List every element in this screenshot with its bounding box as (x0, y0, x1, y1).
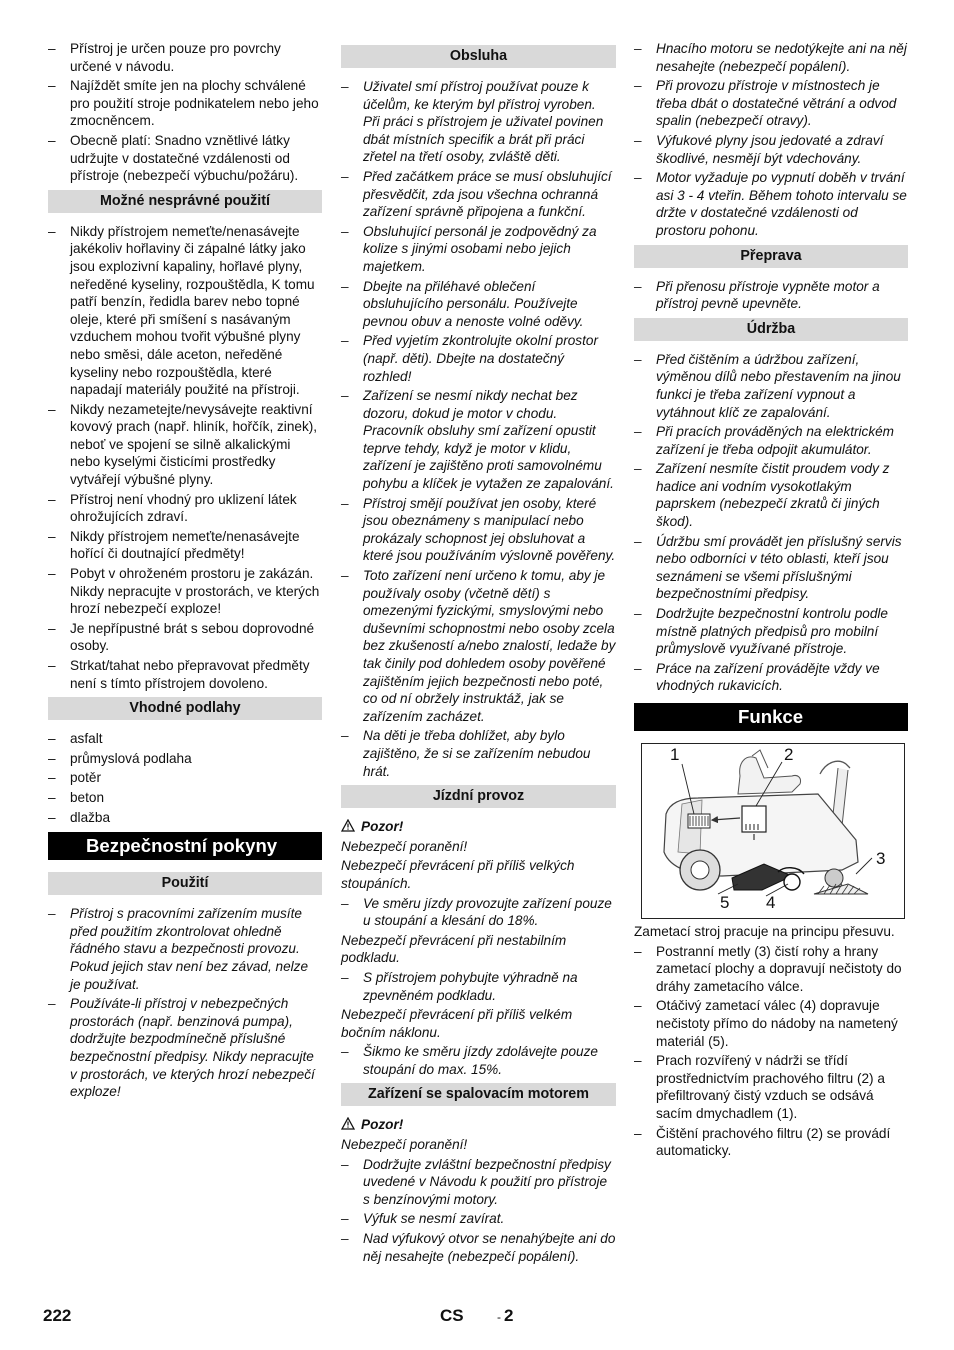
list-item: – Při pracích prováděných na elektrickém zařízení je třeba odpojit akumulátor. (634, 423, 908, 458)
list-item: – Používáte-li přístroj v nebezpečných prostorách (např. benzinová pumpa), dodržujte bezpodmínečně příslušné bezpečnostní předpisy. Nikdy nepracujte v prostorách, ve kterých hrozí nebezpečí exploze! (48, 995, 322, 1101)
figure-label-4: 4 (766, 893, 776, 912)
language-code: CS (440, 1306, 464, 1325)
driving-list (341, 1043, 616, 1078)
section-dash: - (497, 1310, 501, 1324)
list-item: – Výfukové plyny jsou jedovaté a zdraví škodlivé, nesmějí být vdechovány. (634, 132, 908, 167)
list-item: – Výfuk se nesmí zavírat. (341, 1210, 616, 1228)
list-item: – Údržbu smí provádět jen příslušný servis nebo odborníci v této oblasti, kteří jsou seznámeni se všemi příslušnými bezpečnostními předpisy. (634, 533, 908, 603)
figure-label-1: 1 (670, 745, 680, 764)
list-item: – Nikdy nezametejte/nevysávejte reaktivní kovový prach (např. hliník, hořčík, zinek), neboť ve spojení se silně alkalickými nebo kyselými čisticími prostředky vytvářejí výbušné plyny. (48, 401, 322, 489)
list-item: – Při provozu přístroje v místnostech je třeba dbát o dostatečné větrání a odvod spalin (nebezpečí otravy). (634, 77, 908, 130)
list-item: – Dbejte na přiléhavé oblečení obsluhujícího personálu. Používejte pevnou obuv a nenoste volné oděvy. (341, 278, 616, 331)
list-item: – Dodržujte zvláštní bezpečnostní předpisy uvedené v Návodu k použití pro přístroje s benzínovými motory. (341, 1156, 616, 1209)
list-item: – Zařízení se nesmí nikdy nechat bez dozoru, dokud je motor v chodu. Pracovník obsluhy smí zařízení opustit teprve tehdy, když je motor v klidu, zařízení je zajištěno proti samovolnému pohybu a klíček je vytažen ze zapalování. (341, 387, 616, 493)
list-item: – Ve směru jízdy provozujte zařízení pouze u stoupání a klesání do 18%. (341, 895, 616, 930)
list-item: – Zařízení nesmíte čistit proudem vody z hadice ani vodním vysokotlakým paprskem (nebezpečí zkratů či jiných škod). (634, 460, 908, 530)
warning-note (341, 818, 616, 836)
floors-list (48, 730, 322, 826)
list-item: – potěr (48, 769, 322, 787)
misuse-list (48, 223, 322, 692)
list-item: – Obsluhující personál je zodpovědný za kolize s jinými osobami nebo jejich majetkem. (341, 223, 616, 276)
figure-label-3: 3 (876, 849, 886, 868)
section-heading-engine: Zařízení se spalovacím motorem (341, 1083, 616, 1106)
section-heading-transport: Přeprava (634, 245, 908, 268)
list-item: – Před čištěním a údržbou zařízení, výměnou dílů nebo přestavením na jinou funkci je třeba zařízení vypnout a vytáhnout klíč ze zapalování. (634, 351, 908, 421)
list-item: – Dodržujte bezpečnostní kontrolu podle místně platných předpisů pro mobilní průmyslově využívané přístroje. (634, 605, 908, 658)
list-item: – Na děti je třeba dohlížet, aby bylo zajištěno, že si se zařízením nebudou hrát. (341, 727, 616, 780)
list-item: – Šikmo ke směru jízdy zdolávejte pouze stoupání do max. 15%. (341, 1043, 616, 1078)
warning-label: Pozor! (361, 819, 404, 835)
figure-label-5: 5 (720, 893, 730, 912)
list-item: – Přístroj není vhodný pro uklizení látek ohrožujících zdraví. (48, 491, 322, 526)
warning-triangle-icon (341, 819, 355, 832)
list-item: – Motor vyžaduje po vypnutí doběh v trvání asi 3 - 4 vteřin. Během tohoto intervalu se držte v dostatečné vzdálenosti od prostoru pohonu. (634, 169, 908, 239)
sweeper-figure (641, 743, 905, 919)
section-number (497, 1307, 513, 1327)
list-item: – Je nepřípustné brát s sebou doprovodné osoby. (48, 620, 322, 655)
transport-list (634, 278, 908, 313)
list-item: – Pobyt v ohroženém prostoru je zakázán. Nikdy nepracujte v prostorách, ve kterých hrozí nebezpečí exploze! (48, 565, 322, 618)
hazard-text: Nebezpečí převrácení při příliš velkých stoupáních. (341, 858, 575, 891)
list-item: – Uživatel smí přístroj používat pouze k účelům, ke kterým byl přístroj vyroben. Při práci s přístrojem je uživatel povinen dbát místních specifik a brát při práci zřetel na třetí osoby, zvláště děti. (341, 78, 616, 166)
section-heading-use: Použití (48, 872, 322, 895)
section-heading-operation: Obsluha (341, 45, 616, 68)
hazard-text: Nebezpečí převrácení při nestabilním podkladu. (341, 932, 567, 966)
list-item: – Nad výfukový otvor se nenahýbejte ani do něj nesahejte (nebezpečí popálení). (341, 1230, 616, 1265)
list-item: – Hnacího motoru se nedotýkejte ani na něj nesahejte (nebezpečí popálení). (634, 40, 908, 75)
list-item: – Přístroj smějí používat jen osoby, které jsou obeznámeny s manipulací nebo prokázaly schopnost jej obsluhovat a které jsou používáním výslovně pověřeny. (341, 495, 616, 565)
list-item: – Čištění prachového filtru (2) se provádí automaticky. (634, 1125, 908, 1160)
list-item: – Nikdy přístrojem nemeťte/nenasávejte hořící či doutnající předměty! (48, 528, 322, 563)
column-middle (341, 40, 616, 1267)
chapter-heading-safety: Bezpečnostní pokyny (48, 832, 322, 860)
list-item: – Při přenosu přístroje vypněte motor a přístroj pevně upevněte. (634, 278, 908, 313)
warning-triangle-icon (341, 1117, 355, 1130)
list-item: – Obecně platí: Snadno vznětlivé látky udržujte v dostatečné vzdálenosti od přístroje (nebezpečí výbuchu/požáru). (48, 132, 322, 185)
list-item: – Toto zařízení není určeno k tomu, aby je používaly osoby (včetně dětí) s omezenými fyzickými, smyslovými nebo duševními schopnostmi nebo osoby zcela bez zkušeností a/nebo znalostí, ledaže by tak činily pod dohledem osoby pověřené zajištěním jejich bezpečnosti nebo poté, co od ní obržely instruktáž, jak se zařízením zacházet. (341, 567, 616, 725)
driving-list (341, 895, 616, 930)
hazard-text: Nebezpečí poranění! (341, 838, 468, 854)
list-item: – Práce na zařízení provádějte vždy ve vhodných rukavicích. (634, 660, 908, 695)
list-item: – asfalt (48, 730, 322, 748)
operation-list (341, 78, 616, 780)
list-item: – Nikdy přístrojem nemeťte/nenasávejte jakékoliv hořlaviny či zápalné látky jako jsou explozivní kapaliny, hořlavé plyny, neředěné kyseliny, rozpouštědla, K tomu patří benzín, ředidla barev nebo topné oleje, které při smíšení s nasávaným vzduchem mohou tvořit výbušné plyny nebo směsi, dále aceton, neředěné kyseliny nebo rozpouštědla, které napadají materiály použité na přístroji. (48, 223, 322, 399)
warning-label: Pozor! (361, 1117, 404, 1133)
list-item: – Přístroj je určen pouze pro povrchy určené v návodu. (48, 40, 322, 75)
list-item: – průmyslová podlaha (48, 750, 322, 768)
list-item: – Prach rozvířený v nádrži se třídí prostřednictvím prachového filtru (2) a přefiltrovaný čistý vzduch se odsává sacím dmychadlem (1). (634, 1052, 908, 1122)
column-right (634, 40, 908, 1162)
list-item: – dlažba (48, 809, 322, 827)
section-heading-maintenance: Údržba (634, 318, 908, 341)
list-item: – S přístrojem pohybujte výhradně na zpevněném podkladu. (341, 969, 616, 1004)
hazard-text: Nebezpečí poranění! (341, 1137, 468, 1153)
list-item: – beton (48, 789, 322, 807)
hazard-text: Nebezpečí převrácení při příliš velkém bočním náklonu. (341, 1007, 573, 1040)
function-list (634, 943, 908, 1160)
list-item: – Přístroj s pracovními zařízením musíte před použitím zkontrolovat ohledně řádného stavu a bezpečnosti provozu. Pokud jejich stav není bez závad, nelze je používat. (48, 905, 322, 993)
engine-list (341, 1156, 616, 1266)
section-heading-driving: Jízdní provoz (341, 785, 616, 808)
list-item: – Najíždět smíte jen na plochy schválené pro použití stroje podnikatelem nebo jeho zmocněncem. (48, 77, 322, 130)
list-item: – Postranní metly (3) čistí rohy a hrany zametací plochy a dopravují nečistoty do dráhy zametacího válce. (634, 943, 908, 996)
page-number: 222 (43, 1306, 72, 1325)
figure-label-2: 2 (784, 745, 794, 764)
section-heading-misuse: Možné nesprávné použití (48, 190, 322, 213)
use-list (48, 905, 322, 1101)
list-item: – Před začátkem práce se musí obsluhující přesvědčit, zda jsou všechna ochranná zařízení správně připojena a funkční. (341, 168, 616, 221)
chapter-heading-function: Funkce (634, 703, 908, 731)
intro-list (48, 40, 322, 185)
section-number-value: 2 (504, 1306, 514, 1325)
maintenance-list (634, 351, 908, 695)
list-item: – Před vyjetím zkontrolujte okolní prostor (např. děti). Dbejte na dostatečný rozhled! (341, 332, 616, 385)
engine-cont-list (634, 40, 908, 240)
column-left (48, 40, 322, 1103)
warning-note (341, 1116, 616, 1134)
sweeper-illustration (642, 744, 904, 918)
section-heading-floors: Vhodné podlahy (48, 697, 322, 720)
list-item: – Strkat/tahat nebo přepravovat předměty není s tímto přístrojem dovoleno. (48, 657, 322, 692)
driving-list (341, 969, 616, 1004)
function-intro: Zametací stroj pracuje na principu přesuvu. (634, 924, 895, 939)
list-item: – Otáčivý zametací válec (4) dopravuje nečistoty přímo do nádoby na nametený materiál (5). (634, 997, 908, 1050)
